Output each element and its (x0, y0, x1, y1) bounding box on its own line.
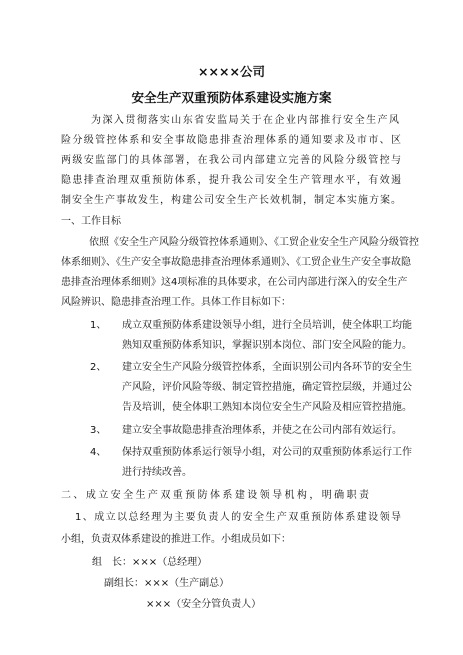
item-2-line-2: 产风险，评价风险等级、制定管控措施，确定管控层级，并通过公 (122, 382, 412, 393)
member-leader: 组 长：×××（总经理） (92, 557, 208, 568)
intro-line-4: 隐患排查治理双重预防体系，提升我公司安全生产管理水平，有效遏 (61, 175, 401, 186)
item-4-number: 4、 (90, 447, 107, 458)
section-1-heading: 一、工作目标 (61, 216, 121, 227)
item-3-number: 3、 (90, 425, 107, 436)
item-2-line-3: 告及培训，使全体职工熟知本岗位安全生产风险及相应管控措施。 (122, 402, 412, 413)
section-2-heading: 二、成立安全生产双重预防体系建设领导机构，明确职责 (61, 490, 369, 501)
company-name: ××××公司 (198, 64, 265, 79)
intro-line-5: 制安全生产事故发生，构建公司安全生产长效机制，制定本实施方案。 (61, 195, 401, 206)
intro-line-3: 两级安监部门的具体部署，在我公司内部建立完善的风险分级管控与 (61, 155, 401, 166)
item-4-line-1: 保持双重预防体系运行领导小组，对公司的双重预防体系运行工作 (122, 447, 412, 458)
section-1-line-1: 依照《安全生产风险分级管控体系通则》、《工贸企业安全生产风险分级管控 (89, 237, 419, 248)
intro-line-2: 险分级管控体系和安全事故隐患排查治理体系的通知要求及市市、区 (61, 135, 401, 146)
item-3-line-1: 建立安全事故隐患排查治理体系，并使之在公司内部有效运行。 (122, 425, 402, 436)
item-1-line-1: 成立双重预防体系建设领导小组，进行全员培训，使全体职工均能 (122, 320, 412, 331)
item-1-number: 1、 (90, 320, 107, 331)
member-deputy-1: 副组长：×××（生产副总） (104, 578, 230, 589)
item-2-number: 2、 (90, 362, 107, 373)
item-4-line-2: 进行持续改善。 (122, 467, 192, 478)
section-1-line-3: 患排查治理体系细则》这4项标准的具体要求，在公司内部进行深入的安全生产 (61, 277, 408, 288)
intro-line-1: 为深入贯彻落实山东省安监局关于在企业内部推行安全生产风 (91, 115, 399, 126)
document-title: 安全生产双重预防体系建设实施方案 (131, 90, 332, 105)
section-1-line-2: 体系细则》、《生产安全事故隐患排查治理体系通则》、《工贸企业生产安全事故隐 (61, 257, 411, 268)
section-2-sub1-line-2: 小组，负责双体系建设的推进工作。小组成员如下： (61, 534, 291, 545)
section-2-sub1-line-1: 1、成立以总经理为主要负责人的安全生产双重预防体系建设领导 (75, 512, 401, 523)
item-1-line-2: 熟知双重预防体系知识，掌握识别本岗位、部门安全风险的能力。 (122, 340, 412, 351)
section-1-line-4: 风险辨识、隐患排查治理工作。具体工作目标如下： (61, 297, 291, 308)
member-deputy-2: ×××（安全分管负责人） (146, 599, 262, 610)
item-2-line-1: 建立安全生产风险分级管控体系，全面识别公司内各环节的安全生 (122, 362, 412, 373)
